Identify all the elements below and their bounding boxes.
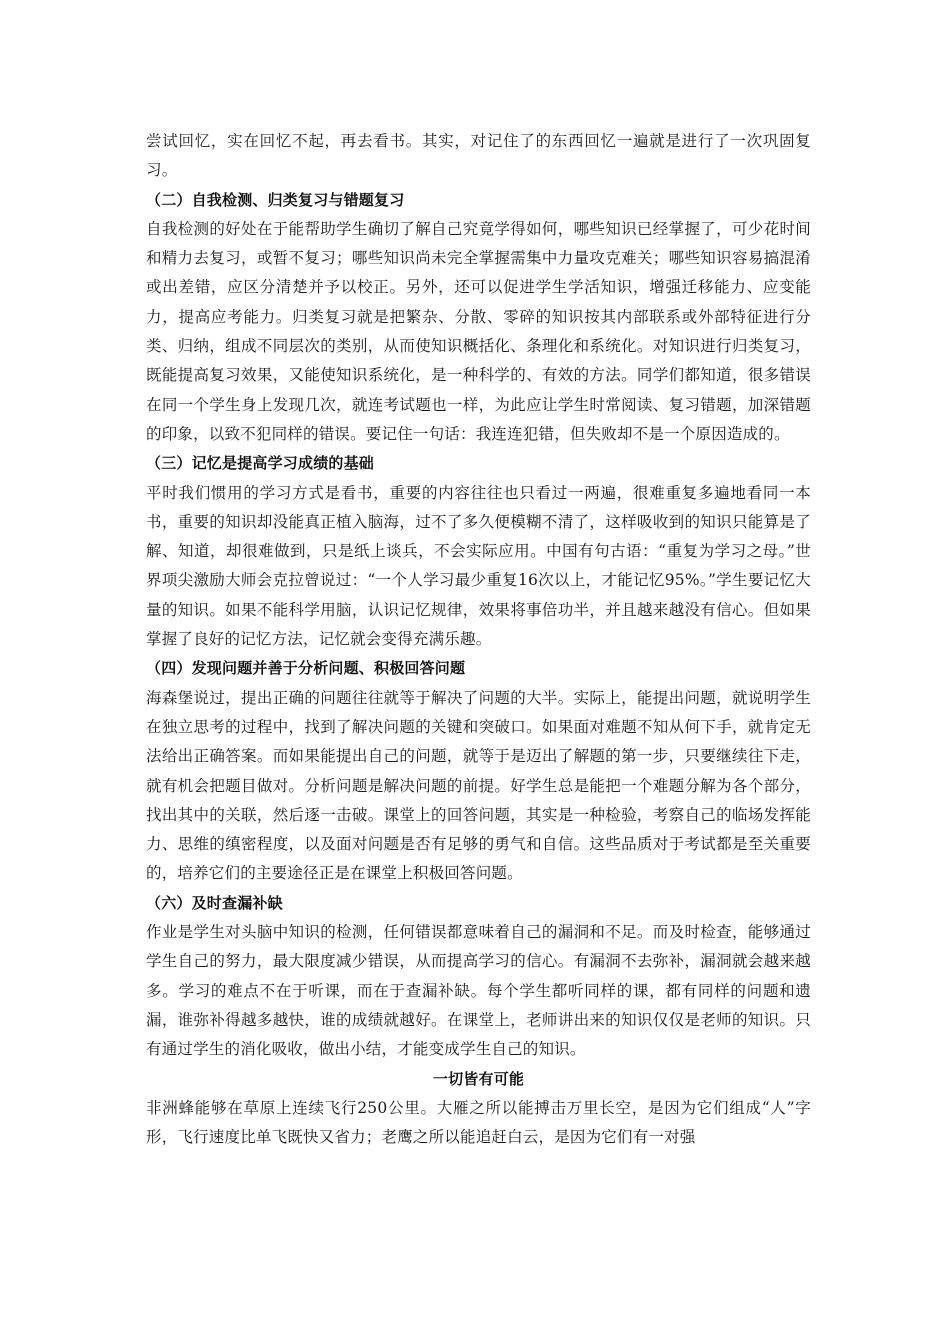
heading-questions: （四）发现问题并善于分析问题、积极回答问题 xyxy=(146,659,466,678)
paragraph-everything-possible: 非洲蜂能够在草原上连续飞行250公里。大雁之所以能搏击万里长空，是因为它们组成“人”字形，飞行速度比单飞既快又省力；老鹰之所以能追赶白云，是因为它们有一对强 xyxy=(146,1098,811,1147)
document-page xyxy=(146,127,811,1152)
heading-self-check: （二）自我检测、归类复习与错题复习 xyxy=(146,190,405,209)
paragraph-self-check: 自我检测的好处在于能帮助学生确切了解自己究竟学得如何，哪些知识已经掌握了，可少花时间和精力去复习，或暂不复习；哪些知识尚未完全掌握需集中力量攻克难关；哪些知识容易搞混淆或出差错，应区分清楚并予以校正。另外，还可以促进学生学活知识，增强迁移能力、应变能力，提高应考能力。归类复习就是把繁杂、分散、零碎的知识按其内部联系或外部特征进行分类、归纳，组成不同层次的类别，从而使知识概括化、条理化和系统化。对知识进行归类复习，既能提高复习效果，又能使知识系统化，是一种科学的、有效的方法。同学们都知道，很多错误在同一个学生身上发现几次，就连考试题也一样，为此应让学生时常阅读、复习错题，加深错题的印象，以致不犯同样的错误。要记住一句话：我连连犯错，但失败却不是一个原因造成的。 xyxy=(146,219,811,443)
paragraph-questions: 海森堡说过，提出正确的问题往往就等于解决了问题的大半。实际上，能提出问题，就说明学生在独立思考的过程中，找到了解决问题的关键和突破口。如果面对难题不知从何下手，就肯定无法给出正确答案。而如果能提出自己的问题，就等于是迈出了解题的第一步，只要继续往下走，就有机会把题目做对。分析问题是解决问题的前提。好学生总是能把一个难题分解为各个部分，找出其中的关联，然后逐一击破。课堂上的回答问题，其实是一种检验，考察自己的临场发挥能力、思维的缜密程度，以及面对问题是否有足够的勇气和自信。这些品质对于考试都是至关重要的，培养它们的主要途径正是在课堂上积极回答问题。 xyxy=(146,688,811,883)
paragraph-fill-gaps: 作业是学生对头脑中知识的检测，任何错误都意味着自己的漏洞和不足。而及时检查，能够通过学生自己的努力，最大限度减少错误，从而提高学习的信心。有漏洞不去弥补，漏洞就会越来越多。学习的难点不在于听课，而在于查漏补缺。每个学生都听同样的课，都有同样的问题和遗漏，谁弥补得越多越快，谁的成绩就越好。在课堂上，老师讲出来的知识仅仅是老师的知识。只有通过学生的消化吸收，做出小结，才能变成学生自己的知识。 xyxy=(146,923,811,1059)
heading-fill-gaps: （六）及时查漏补缺 xyxy=(146,893,283,912)
paragraph-recall-review: 尝试回忆，实在回忆不起，再去看书。其实，对记住了的东西回忆一遍就是进行了一次巩固复习。 xyxy=(146,132,811,180)
paragraph-memory: 平时我们惯用的学习方式是看书，重要的内容往往也只看过一两遍，很难重复多遍地看同一本书，重要的知识却没能真正植入脑海，过不了多久便模糊不清了，这样吸收到的知识只能算是了解、知道，却很难做到，只是纸上谈兵，不会实际应用。中国有句古语：“重复为学习之母。”世界项尖激励大师会克拉曾说过：“一个人学习最少重复16次以上，才能记忆95%。”学生要记忆大量的知识。如果不能科学用脑，认识记忆规律，效果将事倍功半，并且越来越没有信心。但如果掌握了良好的记忆方法，记忆就会变得充满乐趣。 xyxy=(146,483,811,649)
heading-memory: （三）记忆是提高学习成绩的基础 xyxy=(146,454,375,473)
section-title-everything-possible: 一切皆有可能 xyxy=(432,1069,525,1088)
